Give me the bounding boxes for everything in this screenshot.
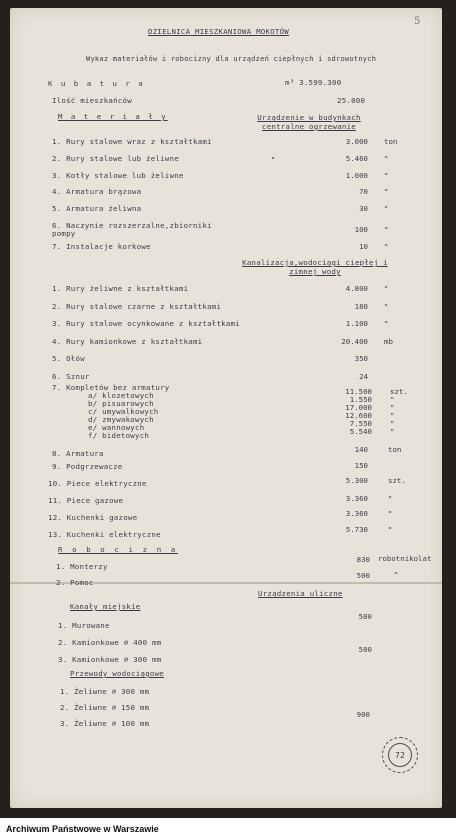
- page-number: 5: [414, 16, 421, 27]
- kan2-item-unit: ton: [388, 445, 402, 454]
- co-item-qty: 1.000: [345, 171, 368, 180]
- co-item-qty: 30: [359, 204, 368, 213]
- co-item-unit: ": [384, 187, 389, 196]
- kan2-item-unit: szt.: [388, 476, 406, 485]
- co-item-qty: 100: [354, 225, 368, 234]
- co-item-qty: 3.000: [345, 137, 368, 146]
- kan2-item-qty: 140: [354, 445, 368, 454]
- robocizna-item-label: 2. Pomoc: [56, 578, 94, 587]
- kan2-item-label: 8. Armatura: [52, 449, 104, 458]
- kompletow-sub-unit: ": [390, 395, 395, 404]
- kan2-item-unit: ": [388, 509, 393, 518]
- section-przewody-heading: Przewody wodociągowe: [70, 669, 164, 678]
- kanaly-item-label: 2. Kamionkowe ∅ 400 mm: [58, 638, 162, 647]
- document-title: DZIELNICA MIESZKANIOWA MOKOTÓW: [148, 27, 289, 36]
- kan2-item-qty: 5.300: [345, 476, 368, 485]
- kompletow-sub-qty: 11.500: [345, 387, 372, 396]
- kan2-item-label: 9. Podgrzewacze: [52, 462, 123, 471]
- kanaly-item-label: 1. Murowane: [58, 621, 110, 630]
- kan-item-unit: ": [384, 301, 389, 311]
- co-item-qty: 5.460: [345, 154, 368, 163]
- co-item-label: 7. Instalacje korkowe: [52, 242, 151, 251]
- kubatura-value: m³ 3.599.300: [285, 78, 342, 87]
- robocizna-item-qty: 500: [356, 571, 370, 580]
- kan2-item-unit: ": [388, 525, 393, 534]
- kanaly-item-label: 3. Kamionkowe ∅ 300 mm: [58, 655, 162, 664]
- robocizna-item-unit: robotnikolat: [378, 554, 432, 563]
- kompletow-sub-unit: ": [390, 427, 395, 436]
- archive-stamp: [382, 737, 418, 773]
- robocizna-item-label: 1. Monterzy: [56, 562, 108, 571]
- co-item-unit: ": [384, 242, 389, 251]
- co-item-unit: ton: [384, 137, 398, 146]
- kan-item-unit: ": [384, 284, 389, 293]
- section-materialy: M a t e r i a ł y: [58, 112, 168, 121]
- section-kanaly-heading: Kanały miejskie: [70, 602, 141, 611]
- archive-stamp-number: 72: [388, 743, 412, 767]
- kan2-item-qty: 5.730: [345, 525, 368, 534]
- kan2-item-qty: 150: [354, 461, 368, 470]
- co-item-label: 4. Armatura brązowa: [52, 187, 142, 196]
- ink-dot: [272, 157, 274, 159]
- kompletow-sub-label: f/ bidetowych: [88, 431, 150, 440]
- archive-footer: Archiwum Państwowe w Warszawie: [0, 818, 456, 840]
- kan-item-label: 3. Rury stalowe ocynkowane z kształtkami: [52, 319, 240, 328]
- co-item-unit: ": [384, 204, 389, 213]
- kan2-item-label: 12. Kuchenki gazowe: [48, 513, 138, 522]
- co-item-unit: ": [384, 225, 389, 234]
- kompletow-sub-label: e/ wannowych: [88, 423, 145, 432]
- robocizna-item-unit: ": [394, 570, 399, 579]
- przewody-value: 900: [356, 710, 370, 719]
- mieszkancy-label: Ilość mieszkańców: [52, 96, 132, 105]
- kompletow-sub-unit: ": [390, 411, 395, 420]
- kompletow-sub-label: d/ zmywakowych: [88, 415, 154, 424]
- kan-item-label: 2. Rury stalowe czarne z kształtkami: [52, 301, 222, 311]
- co-item-label: 1. Rury stalowe wraz z kształtkami: [52, 137, 212, 146]
- document-subtitle: Wykaz materiałów i robocizny dla urządzeń ciepłnych i sdrowotnych: [86, 55, 377, 63]
- kompletow-label: 7. Kompletów bez armatury: [52, 383, 170, 392]
- kompletow-sub-label: b/ pisuarowych: [88, 399, 154, 408]
- przewody-item-label: 3. Żeliwne ∅ 100 mm: [60, 719, 150, 728]
- przewody-item-label: 1. Żeliwne ∅ 300 mm: [60, 687, 150, 696]
- kompletow-sub-qty: 7.550: [349, 419, 372, 428]
- co-item-unit: ": [384, 154, 389, 163]
- co-item-label: 6. Naczynie rozszerzalne,zbiorniki pompy: [52, 221, 212, 238]
- kan-item-qty: 20.400: [341, 336, 368, 346]
- kompletow-sub-label: c/ umywalkowych: [88, 407, 159, 416]
- kompletow-sub-qty: 1.550: [349, 395, 372, 404]
- kan-item-qty: 350: [354, 354, 368, 363]
- kanaly-value-2: 500: [358, 645, 372, 654]
- kompletow-sub-unit: ": [390, 419, 395, 428]
- kan-item-label: 5. Ołów: [52, 354, 85, 363]
- kan2-item-qty: 3.360: [345, 494, 368, 503]
- kan-item-label: 1. Rury żeliwne z kształtkami: [52, 284, 189, 293]
- kan-item-label: 6. Sznur: [52, 371, 90, 381]
- kompletow-sub-qty: 5.540: [349, 427, 372, 436]
- kan-item-qty: 4.800: [345, 284, 368, 293]
- kompletow-sub-label: a/ klozetowych: [88, 391, 154, 400]
- kan2-item-unit: ": [388, 494, 393, 503]
- kompletow-sub-unit: szt.: [390, 387, 408, 396]
- robocizna-item-qty: 830: [356, 555, 370, 564]
- kan-item-unit: ": [384, 319, 389, 328]
- kompletow-sub-qty: 12.600: [345, 411, 372, 420]
- kan-item-qty: 1.100: [345, 319, 368, 328]
- kan2-item-qty: 3.360: [345, 509, 368, 518]
- section-robocizna: R o b o c i z n a: [58, 545, 178, 554]
- kan-item-unit: mb: [384, 336, 393, 346]
- kan-item-qty: 24: [359, 371, 368, 381]
- kan2-item-label: 11. Piece gazowe: [48, 496, 124, 505]
- kompletow-sub-unit: ": [390, 403, 395, 412]
- kan2-item-label: 13. Kuchenki elektryczne: [48, 530, 161, 539]
- co-item-qty: 70: [359, 187, 368, 196]
- kompletow-sub-qty: 17.000: [345, 403, 372, 412]
- kan-item-qty: 180: [354, 301, 368, 311]
- co-item-unit: ": [384, 171, 389, 180]
- kubatura-label: K u b a t u r a: [48, 79, 145, 88]
- kanaly-value-1: 500: [358, 612, 372, 621]
- kan-item-label: 4. Rury kamionkowe z kształtkami: [52, 336, 203, 346]
- kan2-item-label: 10. Piece elektryczne: [48, 479, 147, 488]
- section-budynki-heading: Urządzenie w budynkach centralne ogrzewanie: [257, 113, 361, 131]
- section-uliczne-heading: Urządzenia uliczne: [258, 589, 343, 598]
- przewody-item-label: 2. Żeliwne ∅ 150 mm: [60, 703, 150, 712]
- co-item-label: 3. Kotły stalowe lub żeliwne: [52, 171, 184, 180]
- section-kanalizacja-heading: Kanalizacja,wodociągi ciepłej i zimnej wody: [242, 258, 388, 276]
- co-item-label: 5. Armatura żeliwna: [52, 204, 142, 213]
- co-item-label: 2. Rury stalowe lub żeliwne: [52, 154, 179, 163]
- mieszkancy-value: 25.000: [337, 96, 366, 105]
- co-item-qty: 10: [359, 242, 368, 251]
